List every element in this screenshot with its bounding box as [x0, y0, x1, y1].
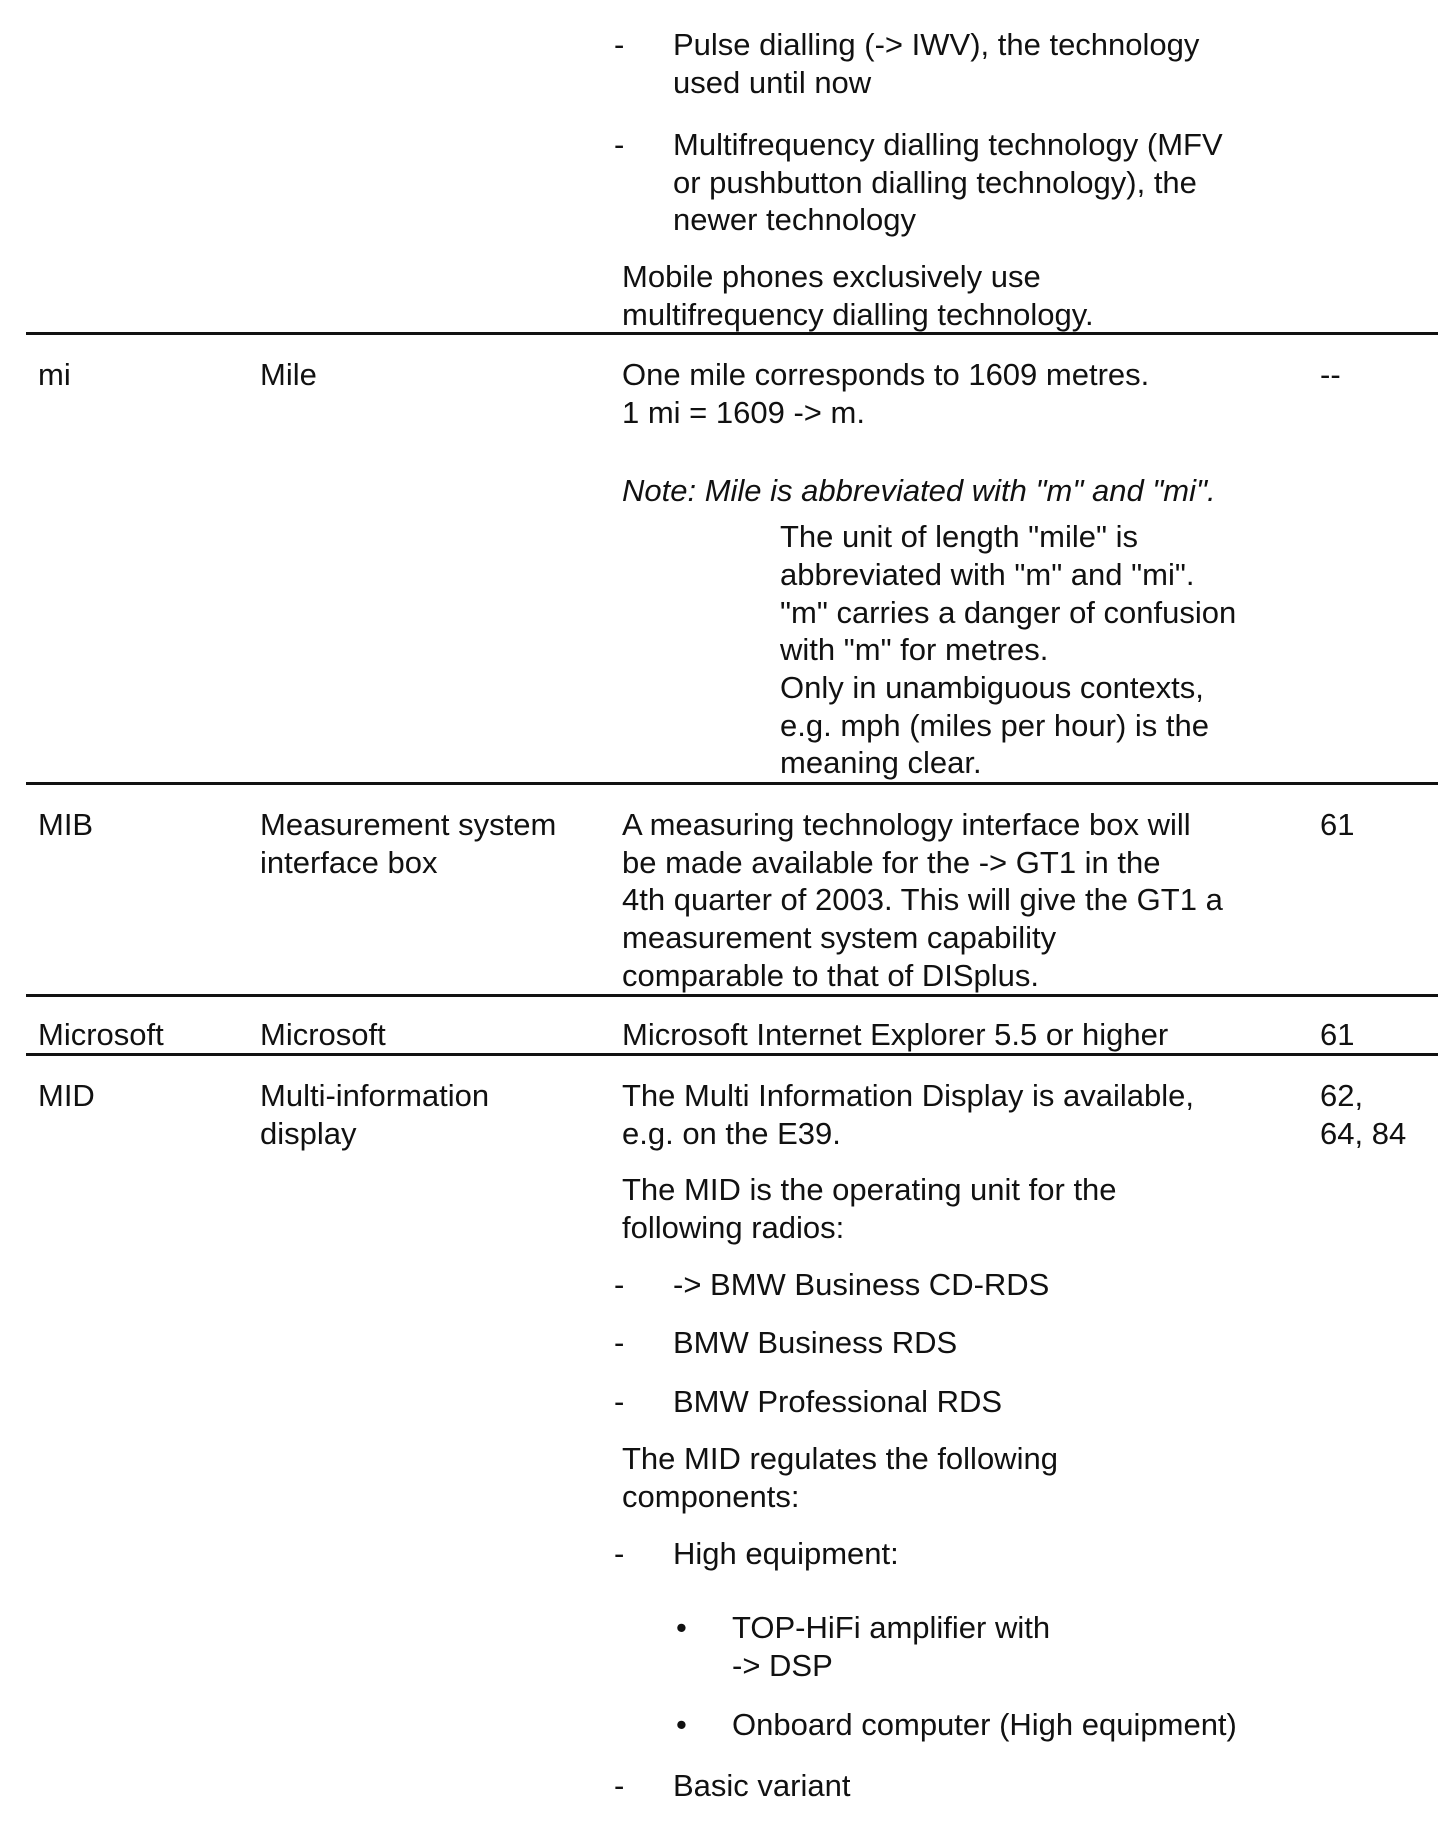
paragraph-text: The MID is the operating unit for the [622, 1172, 1117, 1207]
paragraph-text: The MID regulates the following [622, 1441, 1058, 1476]
list-dash: - [614, 1536, 625, 1571]
list-dash: - [614, 1384, 625, 1419]
term-cell: display [260, 1116, 357, 1151]
page-ref-cell: 61 [1320, 1017, 1355, 1052]
list-item-text: Multifrequency dialling technology (MFV [673, 127, 1223, 162]
term-cell: Multi-information [260, 1078, 490, 1113]
page-ref-cell: 62, [1320, 1078, 1364, 1113]
term-cell: Measurement system [260, 807, 557, 842]
list-dash: - [614, 127, 625, 162]
description-text: The Multi Information Display is available, [622, 1078, 1195, 1113]
paragraph-text: following radios: [622, 1210, 845, 1245]
note-text: "m" carries a danger of confusion [780, 595, 1237, 630]
term-cell: Mile [260, 357, 317, 392]
paragraph-text: Mobile phones exclusively use [622, 259, 1041, 294]
sub-list-item-text: -> DSP [732, 1648, 833, 1683]
description-text: A measuring technology interface box will [622, 807, 1191, 842]
abbreviation-cell: mi [38, 357, 71, 392]
row-divider [26, 1053, 1438, 1056]
row-divider [26, 332, 1438, 335]
note-text: The unit of length "mile" is [780, 519, 1139, 554]
abbreviation-cell: MID [38, 1078, 95, 1113]
description-text: be made available for the -> GT1 in the [622, 845, 1161, 880]
term-cell: Microsoft [260, 1017, 386, 1052]
row-divider [26, 994, 1438, 997]
description-text: One mile corresponds to 1609 metres. [622, 357, 1150, 392]
description-text: measurement system capability [622, 920, 1057, 955]
list-item-text: or pushbutton dialling technology), the [673, 165, 1197, 200]
term-cell: interface box [260, 845, 438, 880]
list-item-text: newer technology [673, 202, 916, 237]
list-item-text: Basic variant [673, 1768, 851, 1803]
description-text: Microsoft Internet Explorer 5.5 or higher [622, 1017, 1169, 1052]
row-divider [26, 782, 1438, 785]
description-text: comparable to that of DISplus. [622, 958, 1040, 993]
note-text: Only in unambiguous contexts, [780, 670, 1204, 705]
sub-list-item-text: Onboard computer (High equipment) [732, 1707, 1237, 1742]
list-dash: - [614, 1267, 625, 1302]
list-dash: - [614, 1768, 625, 1803]
note-text: abbreviated with "m" and "mi". [780, 557, 1195, 592]
list-bullet: • [676, 1610, 687, 1645]
paragraph-text: components: [622, 1479, 800, 1514]
list-item-text: -> BMW Business CD-RDS [673, 1267, 1050, 1302]
list-item-text: Pulse dialling (-> IWV), the technology [673, 27, 1200, 62]
note-title: Note: Mile is abbreviated with "m" and "mi". [622, 473, 1216, 508]
description-text: 4th quarter of 2003. This will give the GT1 a [622, 882, 1223, 917]
abbreviation-cell: Microsoft [38, 1017, 164, 1052]
abbreviation-cell: MIB [38, 807, 94, 842]
list-item-text: BMW Professional RDS [673, 1384, 1003, 1419]
note-text: with "m" for metres. [780, 632, 1049, 667]
note-text: meaning clear. [780, 745, 982, 780]
note-text: e.g. mph (miles per hour) is the [780, 708, 1210, 743]
list-dash: - [614, 27, 625, 62]
page-ref-cell: 64, 84 [1320, 1116, 1407, 1151]
list-item-text: BMW Business RDS [673, 1325, 958, 1360]
page-ref-cell: 61 [1320, 807, 1355, 842]
list-bullet: • [676, 1707, 687, 1742]
description-text: 1 mi = 1609 -> m. [622, 395, 865, 430]
list-item-text: High equipment: [673, 1536, 899, 1571]
page-ref-cell: -- [1320, 357, 1341, 392]
paragraph-text: multifrequency dialling technology. [622, 297, 1094, 332]
list-dash: - [614, 1325, 625, 1360]
list-item-text: used until now [673, 65, 872, 100]
description-text: e.g. on the E39. [622, 1116, 841, 1151]
sub-list-item-text: TOP-HiFi amplifier with [732, 1610, 1051, 1645]
